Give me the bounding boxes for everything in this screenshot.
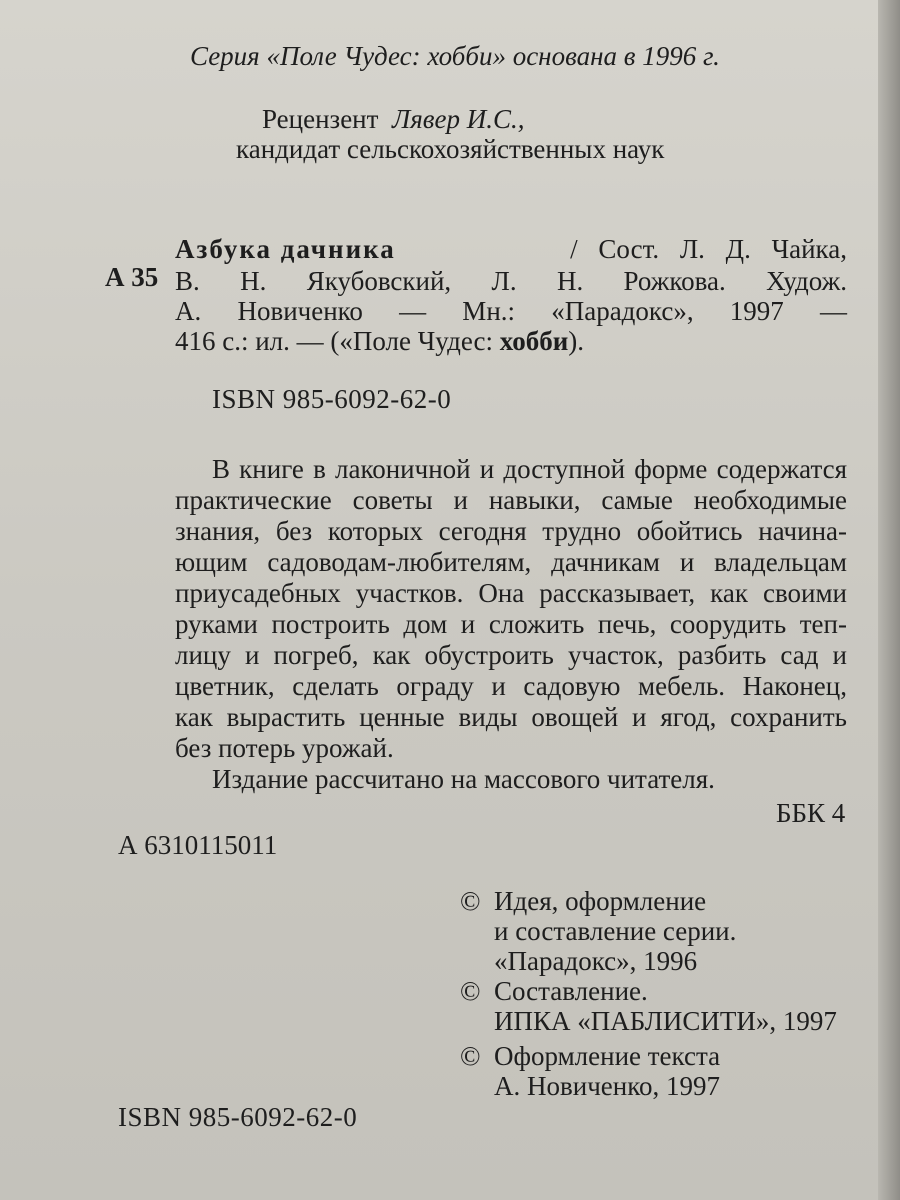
- copyright-1-line: и составление серии.: [494, 916, 737, 946]
- bib-line-1: [175, 236, 847, 263]
- reviewer-name: Лявер И.С.,: [391, 104, 525, 134]
- abstract-line: В книге в лаконичной и доступной форме содержатся: [212, 454, 847, 484]
- isbn-bottom: ISBN 985-6092-62-0: [118, 1102, 358, 1132]
- isbn-top: ISBN 985-6092-62-0: [212, 384, 452, 414]
- bib-line-3: А. Новиченко — Мн.: «Парадокс», 1997 —: [175, 296, 847, 326]
- copyright-symbol: ©: [460, 1041, 481, 1071]
- audience-note: Издание рассчитано на массового читателя.: [212, 764, 715, 794]
- copyright-3-line: А. Новиченко, 1997: [494, 1071, 720, 1101]
- bib-line-2: В. Н. Якубовский, Л. Н. Рожкова. Худож.: [175, 266, 847, 296]
- bib-line-4-c: ).: [568, 326, 585, 356]
- bib-line-4-a: 416 с.: ил. — («Поле Чудес:: [175, 326, 500, 356]
- copyright-2: [460, 978, 648, 1005]
- bbk-code: ББК 4: [776, 798, 846, 828]
- book-title: Азбука дачника: [175, 234, 396, 264]
- abstract-line: руками построить дом и сложить печь, соорудить теп-: [175, 609, 847, 639]
- copyright-symbol: ©: [460, 976, 481, 1006]
- abstract-line: практические советы и навыки, самые необходимые: [175, 485, 847, 515]
- series-note: Серия «Поле Чудес: хобби» основана в 1996 г.: [190, 41, 720, 71]
- abstract-line: знания, без которых сегодня трудно обойтись начина-: [175, 516, 847, 546]
- copyright-3-line: Оформление текста: [494, 1041, 721, 1071]
- reviewer-line: [262, 106, 525, 133]
- catalog-code: А 6310115011: [118, 830, 278, 860]
- bib-line-4-b: хобби: [499, 326, 569, 356]
- copyright-2-line: Составление.: [494, 976, 648, 1006]
- abstract-last-line: без потерь урожай.: [175, 733, 394, 763]
- reviewer-degree: кандидат сельскохозяйственных наук: [236, 134, 665, 164]
- copyright-1: [460, 888, 706, 915]
- copyright-symbol: ©: [460, 886, 481, 916]
- abstract-line: приусадебных участков. Она рассказывает, как своими: [175, 578, 847, 608]
- copyright-2-line: ИПКА «ПАБЛИСИТИ», 1997: [494, 1006, 837, 1036]
- abstract-line: цветник, сделать ограду и садовую мебель. Наконец,: [175, 671, 847, 701]
- copyright-1-line: Идея, оформление: [494, 886, 707, 916]
- reviewer-label: Рецензент: [262, 104, 379, 134]
- abstract-line: лицу и погреб, как обустроить участок, разбить сад и: [175, 640, 847, 670]
- catalog-index: А 35: [105, 262, 159, 292]
- bib-compilers: / Сост. Л. Д. Чайка,: [570, 234, 847, 264]
- abstract-line: как вырастить ценные виды овощей и ягод, сохранить: [175, 702, 847, 732]
- page-edge: [878, 0, 900, 1200]
- bib-line-4: [175, 328, 584, 355]
- copyright-3: [460, 1043, 720, 1070]
- abstract-line: ющим садоводам-любителям, дачникам и владельцам: [175, 547, 847, 577]
- copyright-1-line: «Парадокс», 1996: [494, 946, 698, 976]
